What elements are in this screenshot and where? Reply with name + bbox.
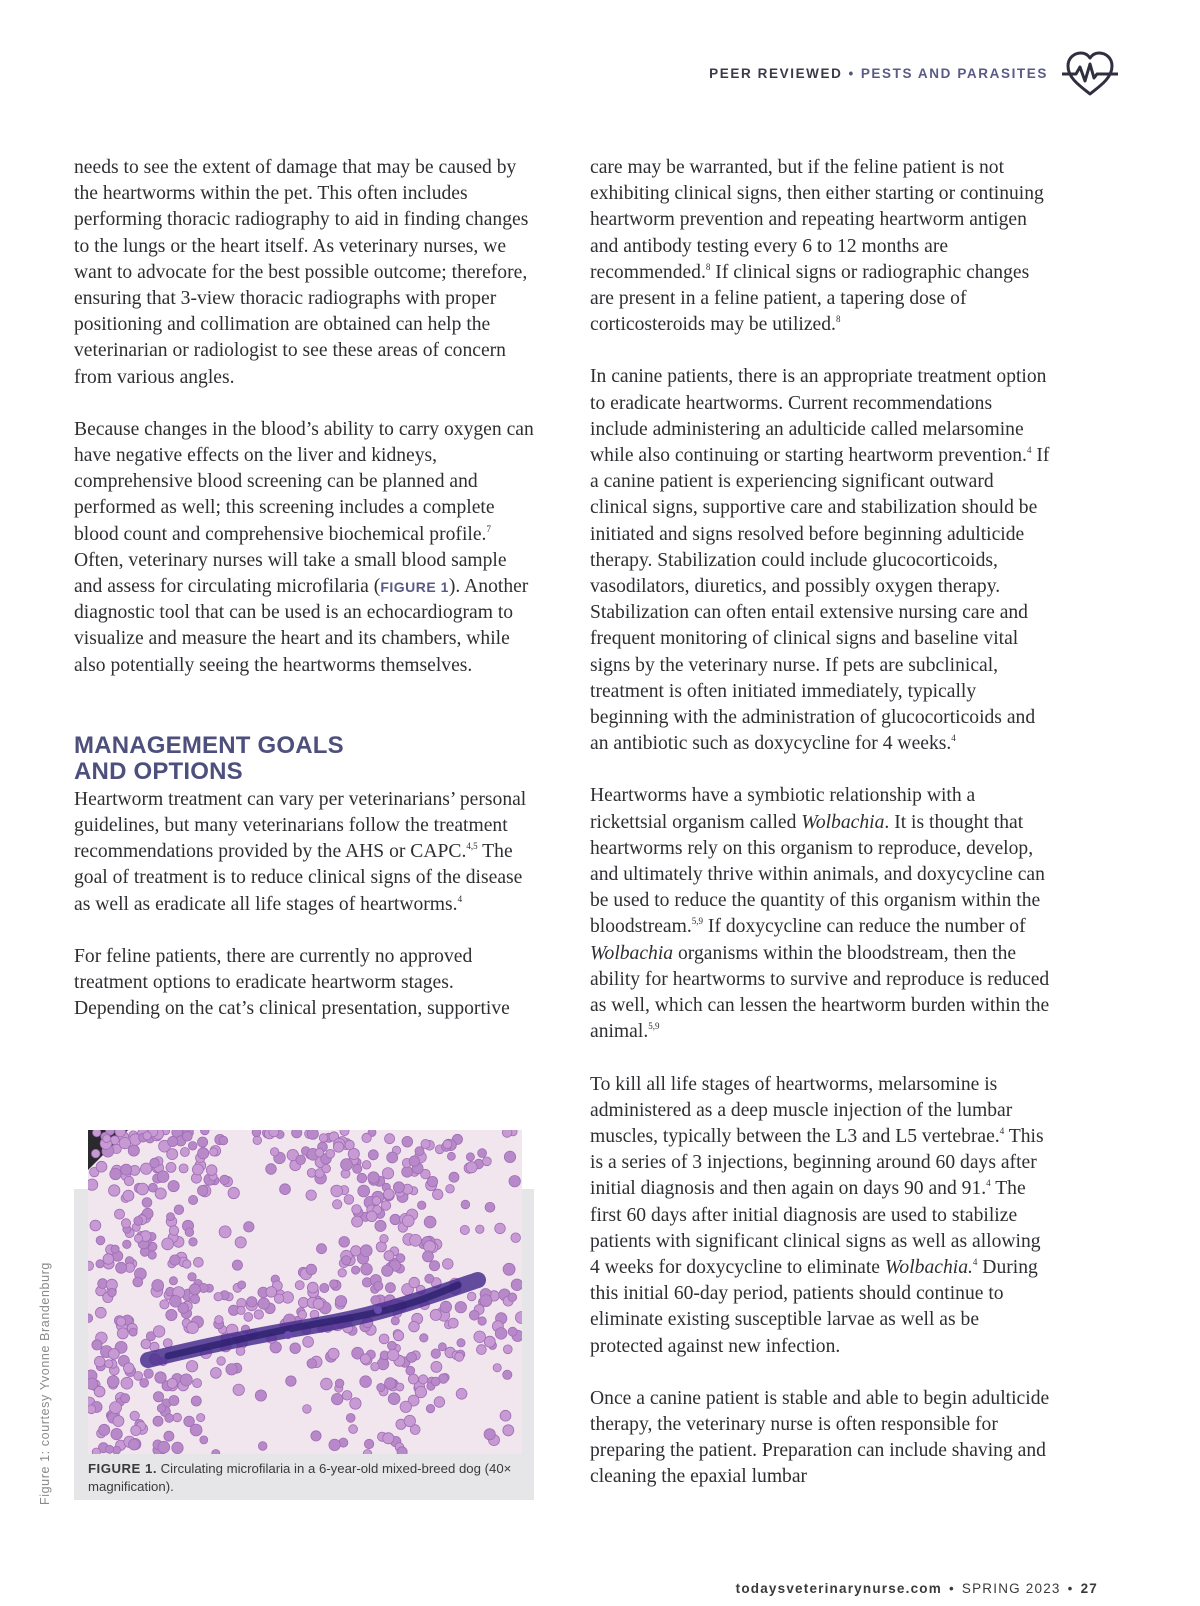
figure-caption-text: Circulating microfilaria in a 6-year-old mixed-breed dog (40× magnification). — [88, 1461, 512, 1494]
website-link[interactable]: todaysveterinarynurse.com — [735, 1581, 942, 1596]
right-paragraph-2: In canine patients, there is an appropriate treatment option to eradicate heartworms. Current recommendations include administering an adulticide called melarsomine while also continuing or starting heartworm prevention.$^4$ If a canine patient is experiencing significant outward clinical signs, supportive care and stabilization should be initiated and signs resolved before beginning adulticide therapy. Stabilization could include glucocorticoids, vasodilators, diuretics, and possibly oxygen therapy. Stabilization can often entail extensive nursing care and frequent monitoring of clinical signs and baseline vital signs by the veterinary nurse. If pets are subclinical, treatment is often initiated immediately, typically beginning with the administration of glucocorticoids and an antibiotic such as doxycycline for 4 weeks.$^4$ — [590, 366, 1050, 755]
issue-label: SPRING 2023 — [961, 1581, 1061, 1596]
peer-reviewed-label: PEER REVIEWED — [709, 66, 843, 81]
right-paragraph-5: Once a canine patient is stable and able to begin adulticide therapy, the veterinary nurse is often responsible for preparing the patient. Preparation can include shaving and cleaning the epaxial lumbar — [590, 1387, 1050, 1488]
left-paragraph-3: Heartworm treatment can vary per veterinarians’ personal guidelines, but many veterinarians follow the treatment recommendations provided by the AHS or CAPC.$^{4,5}$ The goal of treatment is to reduce clinical signs of the disease as well as eradicate all life stages of heartworms.$^4$ — [74, 788, 527, 915]
left-paragraph-2: Because changes in the blood’s ability to carry oxygen can have negative effects on the liver and kidneys, comprehensive blood screening can be planned and performed as well; this screening includes a complete blood count and comprehensive biochemical profile.$^7$ Often, veterinary nurses will take a small blood sample and assess for circulating microfilaria (FIGURE 1). Another diagnostic tool that can be used is an echocardiogram to visualize and measure the heart and its chambers, while also potentially seeing the heartworms themselves. — [74, 418, 534, 676]
microfilaria-photo — [88, 1130, 522, 1454]
citation-7: 7 — [486, 523, 491, 534]
header-separator: • — [848, 66, 855, 81]
running-header — [709, 66, 1048, 81]
section-label: PESTS AND PARASITES — [860, 66, 1048, 81]
heart-pulse-icon — [1062, 50, 1118, 98]
figure-caption-label: FIGURE 1. — [88, 1461, 157, 1476]
left-column — [74, 155, 534, 1048]
citation-4-5: 4,5 — [466, 841, 478, 852]
figure-caption — [88, 1460, 522, 1496]
right-paragraph-3: Heartworms have a symbiotic relationship with a rickettsial organism called Wolbachia. It is thought that heartworms rely on this organism to reproduce, develop, and ultimately thrive within animals, and doxycycline can be used to reduce the quantity of this organism within the bloodstream.$^{5,9}$ If doxycycline can reduce the number of Wolbachia organisms within the bloodstream, then the ability for heartworms to survive and reproduce is reduced as well, which can lessen the heartworm burden within the animal.$^{5,9}$ — [590, 785, 1050, 1043]
left-paragraph-1: needs to see the extent of damage that may be caused by the heartworms within the pet. This often includes performing thoracic radiography to aid in finding changes to the lungs or the heart itself. As veterinary nurses, we want to advocate for the best possible outcome; therefore, ensuring that 3-view thoracic radiographs with proper positioning and collimation are obtained can help the veterinarian or radiologist to see these areas of concern from various angles. — [74, 157, 529, 388]
right-paragraph-1: care may be warranted, but if the feline patient is not exhibiting clinical signs, then either starting or continuing heartworm prevention and repeating heartworm antigen and antibody testing every 6 to 12 months are recommended.$^8$ If clinical signs or radiographic changes are present in a feline patient, a tapering dose of corticosteroids may be utilized.$^8$ — [590, 157, 1044, 336]
photo-credit: Figure 1: courtesy Yvonne Brandenburg — [38, 1262, 52, 1505]
page-number: 27 — [1080, 1581, 1098, 1596]
citation-4: 4 — [457, 893, 463, 904]
figure-1-reference[interactable]: FIGURE 1 — [380, 579, 449, 596]
right-column — [590, 155, 1050, 1517]
left-paragraph-4: For feline patients, there are currently no approved treatment options to eradicate heartworm stages. Depending on the cat’s clinical presentation, supportive — [74, 945, 510, 1020]
page-footer: todaysveterinarynurse.com • SPRING 2023 • 27 — [735, 1581, 1098, 1596]
right-paragraph-4: To kill all life stages of heartworms, melarsomine is administered as a deep muscle injection of the lumbar muscles, typically between the L3 and L5 vertebrae.$^4$ This is a series of 3 injections, beginning around 60 days after initial diagnosis and then again on days 90 and 91.$^4$ The first 60 days after initial diagnosis are used to stabilize patients with significant clinical signs as well as allowing 4 weeks for doxycycline to eliminate Wolbachia.$^4$ During this initial 60-day period, patients should continue to eliminate existing susceptible larvae as well as be protected against new infection. — [590, 1073, 1044, 1357]
section-heading: MANAGEMENT GOALS AND OPTIONS — [74, 731, 344, 785]
